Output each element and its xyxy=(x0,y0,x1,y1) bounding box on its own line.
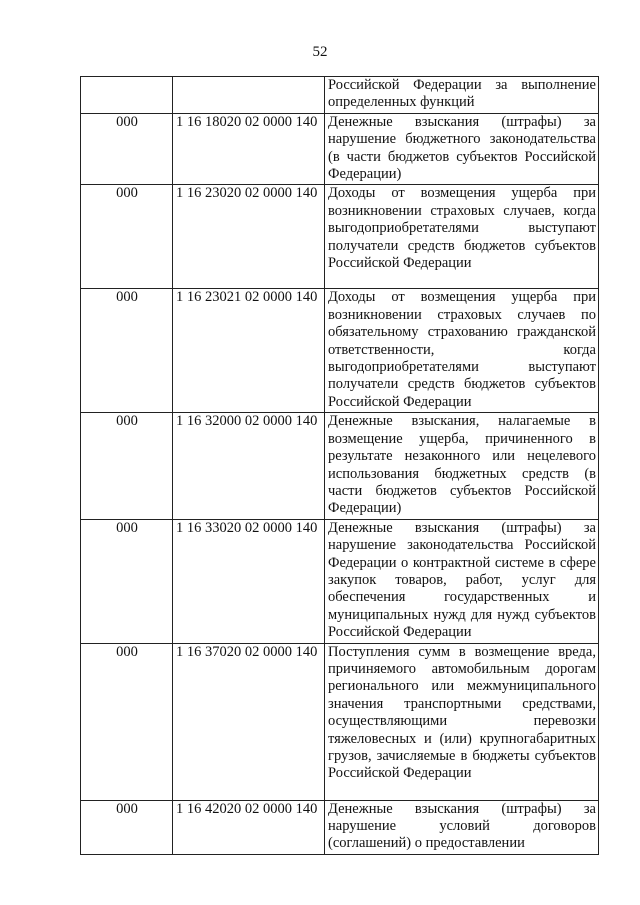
revenue-code-cell: 1 16 37020 02 0000 140 xyxy=(173,643,325,800)
description-cell: Доходы от возмещения ущерба при возникновении страховых случаев, когда выгодоприобретателями выступают получатели средств бюджетов субъектов Российской Федерации xyxy=(325,185,599,289)
admin-code-cell: 000 xyxy=(81,185,173,289)
table-row xyxy=(81,289,599,413)
revenue-code-cell: 1 16 23020 02 0000 140 xyxy=(173,185,325,289)
admin-code-cell: 000 xyxy=(81,289,173,413)
table-row xyxy=(81,519,599,643)
revenue-code-cell: 1 16 33020 02 0000 140 xyxy=(173,519,325,643)
revenue-code-cell: 1 16 23021 02 0000 140 xyxy=(173,289,325,413)
description-cell: Денежные взыскания (штрафы) за нарушение бюджетного законодательства (в части бюджетов субъектов Российской Федерации) xyxy=(325,113,599,185)
table-row xyxy=(81,113,599,185)
table-row xyxy=(81,185,599,289)
budget-codes-table xyxy=(80,76,599,855)
table-row xyxy=(81,413,599,519)
admin-code-cell: 000 xyxy=(81,800,173,854)
admin-code-cell: 000 xyxy=(81,643,173,800)
description-cell: Российской Федерации за выполнение определенных функций xyxy=(325,77,599,114)
admin-code-cell: 000 xyxy=(81,413,173,519)
page-number: 52 xyxy=(312,44,328,60)
description-cell: Поступления сумм в возмещение вреда, причиняемого автомобильным дорогам регионального или межмуниципального значения транспортными средствами, осуществляющими перевозки тяжеловесных и (или) крупногабаритных грузов, зачисляемые в бюджеты субъектов Российской Федерации xyxy=(325,643,599,800)
description-cell: Доходы от возмещения ущерба при возникновении страховых случаев по обязательному страхованию гражданской ответственности, когда выгодоприобретателями выступают получатели средств бюджетов субъектов Российской Федерации xyxy=(325,289,599,413)
revenue-code-cell: 1 16 32000 02 0000 140 xyxy=(173,413,325,519)
description-cell: Денежные взыскания, налагаемые в возмещение ущерба, причиненного в результате незаконного или нецелевого использования бюджетных средств (в части бюджетов субъектов Российской Федерации) xyxy=(325,413,599,519)
description-cell: Денежные взыскания (штрафы) за нарушение законодательства Российской Федерации о контрактной системе в сфере закупок товаров, работ, услуг для обеспечения государственных и муниципальных нужд для нужд субъектов Российской Федерации xyxy=(325,519,599,643)
admin-code-cell: 000 xyxy=(81,519,173,643)
description-cell: Денежные взыскания (штрафы) за нарушение условий договоров (соглашений) о предоставлении xyxy=(325,800,599,854)
revenue-code-cell: 1 16 42020 02 0000 140 xyxy=(173,800,325,854)
admin-code-cell xyxy=(81,77,173,114)
table-row xyxy=(81,800,599,854)
table-row xyxy=(81,77,599,114)
table-row xyxy=(81,643,599,800)
admin-code-cell: 000 xyxy=(81,113,173,185)
revenue-code-cell xyxy=(173,77,325,114)
revenue-code-cell: 1 16 18020 02 0000 140 xyxy=(173,113,325,185)
